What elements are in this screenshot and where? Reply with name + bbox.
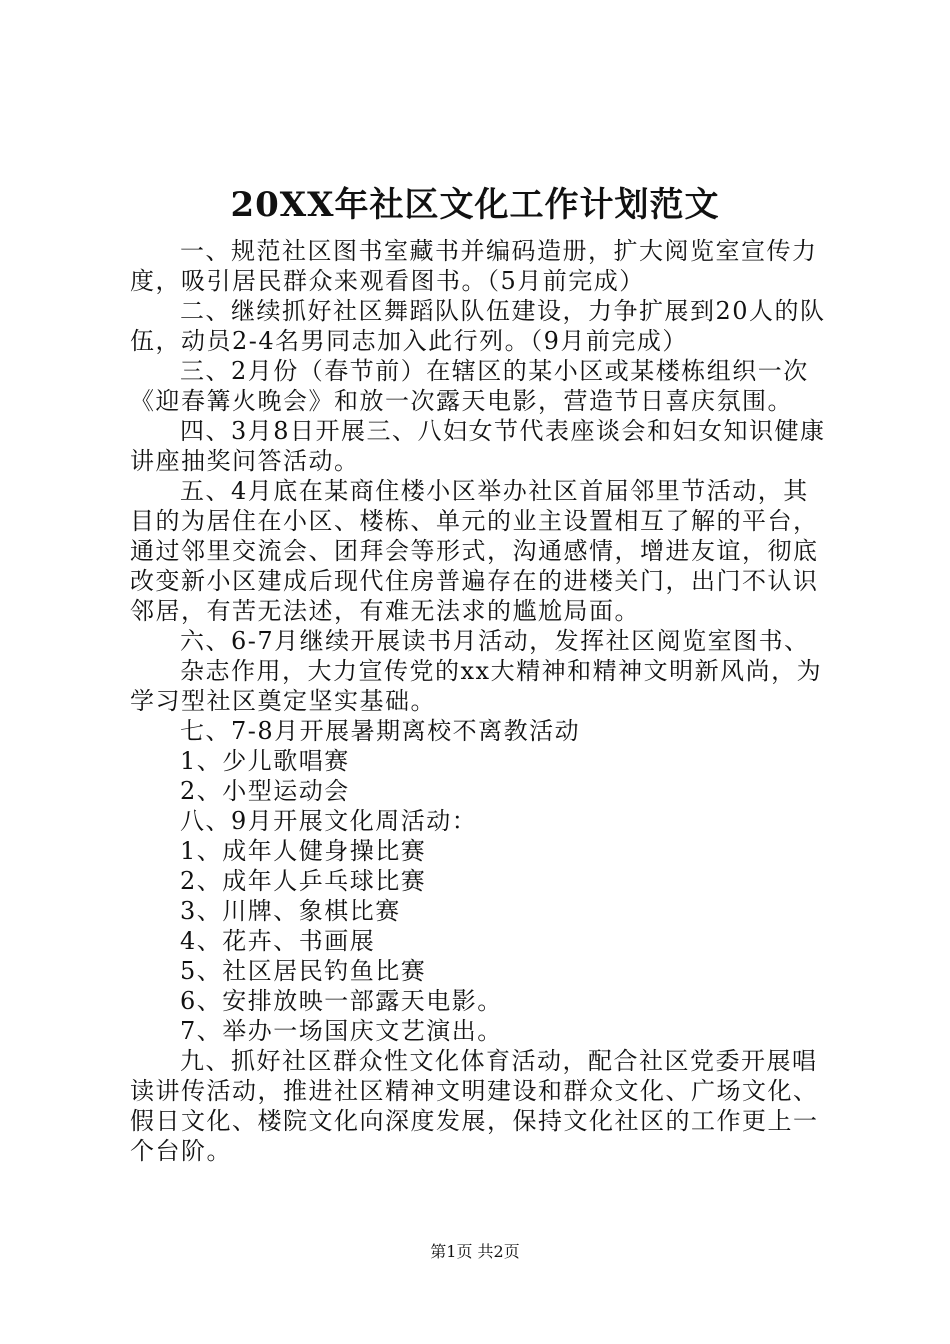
paragraph-line: 1、成年人健身操比赛 <box>180 837 427 865</box>
page-footer: 第1页 共2页 <box>430 1242 520 1261</box>
paragraph-line: 读讲传活动，推进社区精神文明建设和群众文化、广场文化、 <box>130 1077 819 1105</box>
paragraph-line: 五、4月底在某商住楼小区举办社区首届邻里节活动，其 <box>180 477 809 505</box>
paragraph-line: 六、6-7月继续开展读书月活动，发挥社区阅览室图书、 <box>180 627 810 655</box>
paragraph-line: 八、9月开展文化周活动： <box>180 807 478 835</box>
paragraph-line: 1、少儿歌唱赛 <box>180 747 350 775</box>
paragraph-line: 《迎春篝火晚会》和放一次露天电影，营造节日喜庆氛围。 <box>130 387 793 415</box>
paragraph-line: 4、花卉、书画展 <box>180 927 376 955</box>
paragraph-line: 学习型社区奠定坚实基础。 <box>130 687 436 715</box>
paragraph-line: 四、3月8日开展三、八妇女节代表座谈会和妇女知识健康 <box>180 417 826 445</box>
paragraph-line: 杂志作用，大力宣传党的xx大精神和精神文明新风尚，为 <box>180 657 823 685</box>
paragraph-line: 个台阶。 <box>130 1137 232 1165</box>
paragraph-line: 7、举办一场国庆文艺演出。 <box>180 1017 503 1045</box>
paragraph-line: 度，吸引居民群众来观看图书。（5月前完成） <box>130 267 645 295</box>
paragraph-line: 2、小型运动会 <box>180 777 350 805</box>
paragraph-line: 三、2月份（春节前）在辖区的某小区或某楼栋组织一次 <box>180 357 809 385</box>
paragraph-line: 七、7-8月开展暑期离校不离教活动 <box>180 717 581 745</box>
paragraph-line: 6、安排放映一部露天电影。 <box>180 987 503 1015</box>
paragraph-line: 伍，动员2-4名男同志加入此行列。（9月前完成） <box>130 327 688 355</box>
paragraph-line: 3、川牌、象棋比赛 <box>180 897 401 925</box>
document-body <box>130 236 830 1166</box>
paragraph-line: 九、抓好社区群众性文化体育活动，配合社区党委开展唱 <box>180 1047 818 1075</box>
paragraph-line: 5、社区居民钓鱼比赛 <box>180 957 427 985</box>
paragraph-line: 通过邻里交流会、团拜会等形式，沟通感情，增进友谊，彻底 <box>130 537 819 565</box>
paragraph-line: 2、成年人乒乓球比赛 <box>180 867 427 895</box>
paragraph-line: 邻居，有苦无法述，有难无法求的尴尬局面。 <box>130 597 640 625</box>
paragraph-line: 改变新小区建成后现代住房普遍存在的进楼关门，出门不认识 <box>130 567 819 595</box>
document-title: 20XX年社区文化工作计划范文 <box>230 185 720 225</box>
paragraph-line: 一、规范社区图书室藏书并编码造册，扩大阅览室宣传力 <box>180 237 818 265</box>
paragraph-line: 讲座抽奖问答活动。 <box>130 447 360 475</box>
paragraph-line: 目的为居住在小区、楼栋、单元的业主设置相互了解的平台， <box>130 507 819 535</box>
paragraph-line: 二、继续抓好社区舞蹈队队伍建设，力争扩展到20人的队 <box>180 297 826 325</box>
paragraph-line: 假日文化、楼院文化向深度发展，保持文化社区的工作更上一 <box>130 1107 819 1135</box>
